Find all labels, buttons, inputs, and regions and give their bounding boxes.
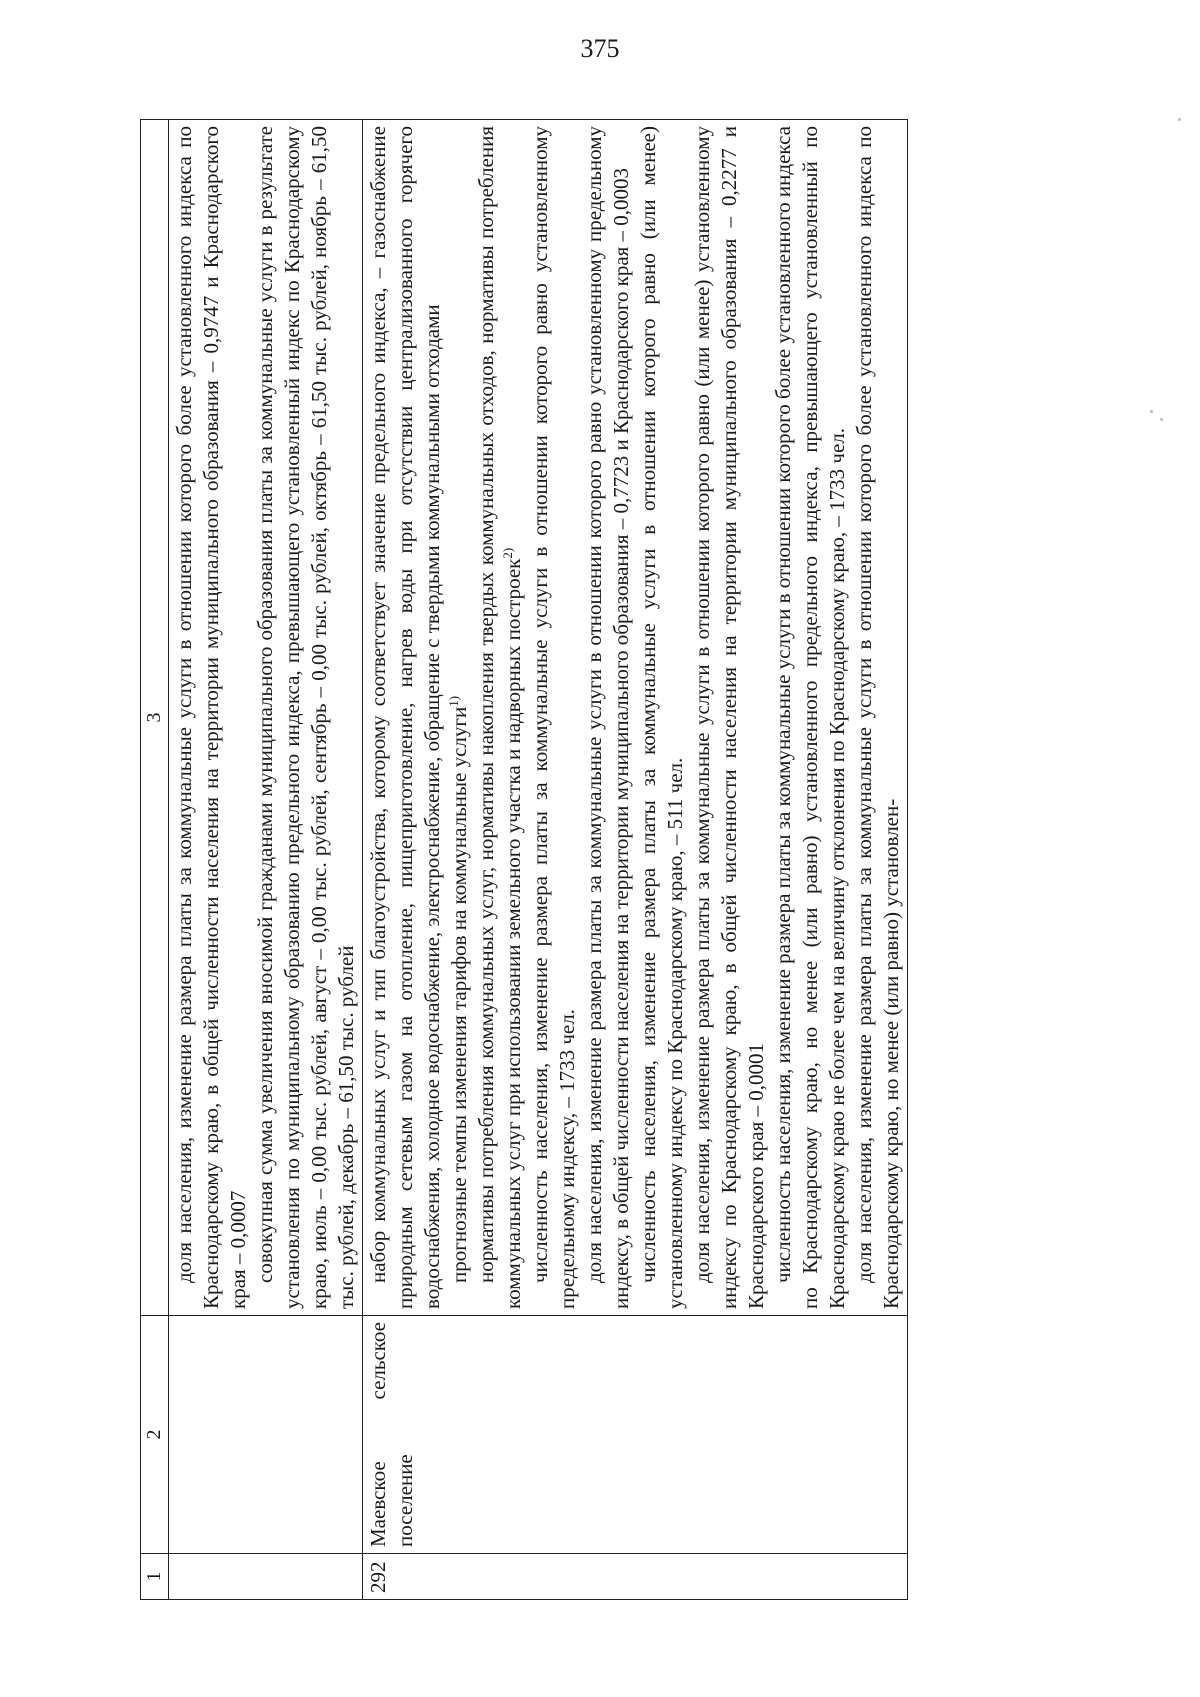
page-number: 375 (580, 34, 620, 63)
header-cell-2: 2 (141, 1316, 169, 1554)
paragraph: доля населения, изменение размера платы за коммунальные услуги в отношении которого более установленного индекса по Краснодарскому краю, в общей численности населения на территории муниципального образования – 0,9747 и Краснодарского края – 0,0007 (172, 126, 250, 1309)
description-cell (363, 120, 908, 1316)
scan-speck (1150, 410, 1153, 413)
document-table (140, 119, 908, 1600)
paragraph: численность населения, изменение размера платы за коммунальные услуги в отношении которого равно (или менее) установленному индексу по Краснодарскому краю, – 511 чел. (636, 126, 687, 1309)
paragraph: совокупная сумма увеличения вносимой гражданами муниципального образования платы за коммунальные услуги в результате установления по муниципальному образованию предельного индекса, превышающего установленный индекс по Краснодарскому краю, июль – 0,00 тыс. рублей, август – 0,00 тыс. рублей, сентябрь – 0,00 тыс. рублей, октябрь – 61,50 тыс. рублей, ноябрь – 61,50 тыс. рублей, декабрь – 61,50 тыс. рублей (253, 126, 358, 1309)
table-row-292 (363, 120, 908, 1600)
paragraph (473, 126, 527, 1309)
header-cell-3: 3 (141, 120, 169, 1316)
table-header-row (141, 120, 169, 1600)
paragraph: доля населения, изменение размера платы за коммунальные услуги в отношении которого равно установленному предельному индексу, в общей численности населения на территории муниципального образования – 0,7723 и Краснодарского края – 0,0003 (582, 126, 633, 1309)
scan-speck (1178, 118, 1181, 121)
table-row-continuation (169, 120, 363, 1600)
paragraph: доля населения, изменение размера платы за коммунальные услуги в отношении которого равно (или менее) установленному индексу по Краснодарскому краю, в общей численности населения на территории муниципального образования – 0,2277 и Краснодарского края – 0,0001 (690, 126, 768, 1309)
settlement-name-cell (169, 1316, 363, 1554)
paragraph: доля населения, изменение размера платы за коммунальные услуги в отношении которого более установленного индекса по Краснодарскому краю, но менее (или равно) установлен- (852, 126, 903, 1309)
paragraph-text: нормативы потребления коммунальных услуг, нормативы накопления твердых коммунальных отходов, нормативы потребления коммунальных услуг при использовании земельного участка и надворных построек (474, 126, 525, 1309)
footnote-marker: 2) (500, 547, 515, 559)
paragraph: численность населения, изменение размера платы за коммунальные услуги в отношении которого более установленного индекса по Краснодарскому краю, но менее (или равно) установленного предельного индекса, превышающего установленный по Краснодарскому краю не более чем на величину отклонения по Краснодарскому краю, – 1733 чел. (771, 126, 849, 1309)
header-cell-1: 1 (141, 1554, 169, 1600)
paragraph (446, 126, 473, 1309)
description-cell (169, 120, 363, 1316)
paragraph: численность населения, изменение размера платы за коммунальные услуги в отношении которого равно установленному предельному индексу, – 1733 чел. (528, 126, 579, 1309)
paragraph: набор коммунальных услуг и тип благоустройства, которому соответствует значение предельного индекса, – газоснабжение природным сетевым газом на отопление, пищеприготовление, нагрев воды при отсутствии централизованного горячего водоснабжения, холодное водоснабжение, электроснабжение, обращение с твердыми коммунальными отходами (366, 126, 444, 1309)
scan-speck (1160, 418, 1163, 421)
settlement-name-cell: Маевское сельское поселение (363, 1316, 908, 1554)
row-number-cell (169, 1554, 363, 1600)
footnote-marker: 1) (446, 695, 461, 707)
paragraph-text: прогнозные темпы изменения тарифов на коммунальные услуги (447, 706, 471, 1283)
rotated-table-wrapper (140, 120, 1090, 1600)
row-number-cell: 292 (363, 1554, 908, 1600)
